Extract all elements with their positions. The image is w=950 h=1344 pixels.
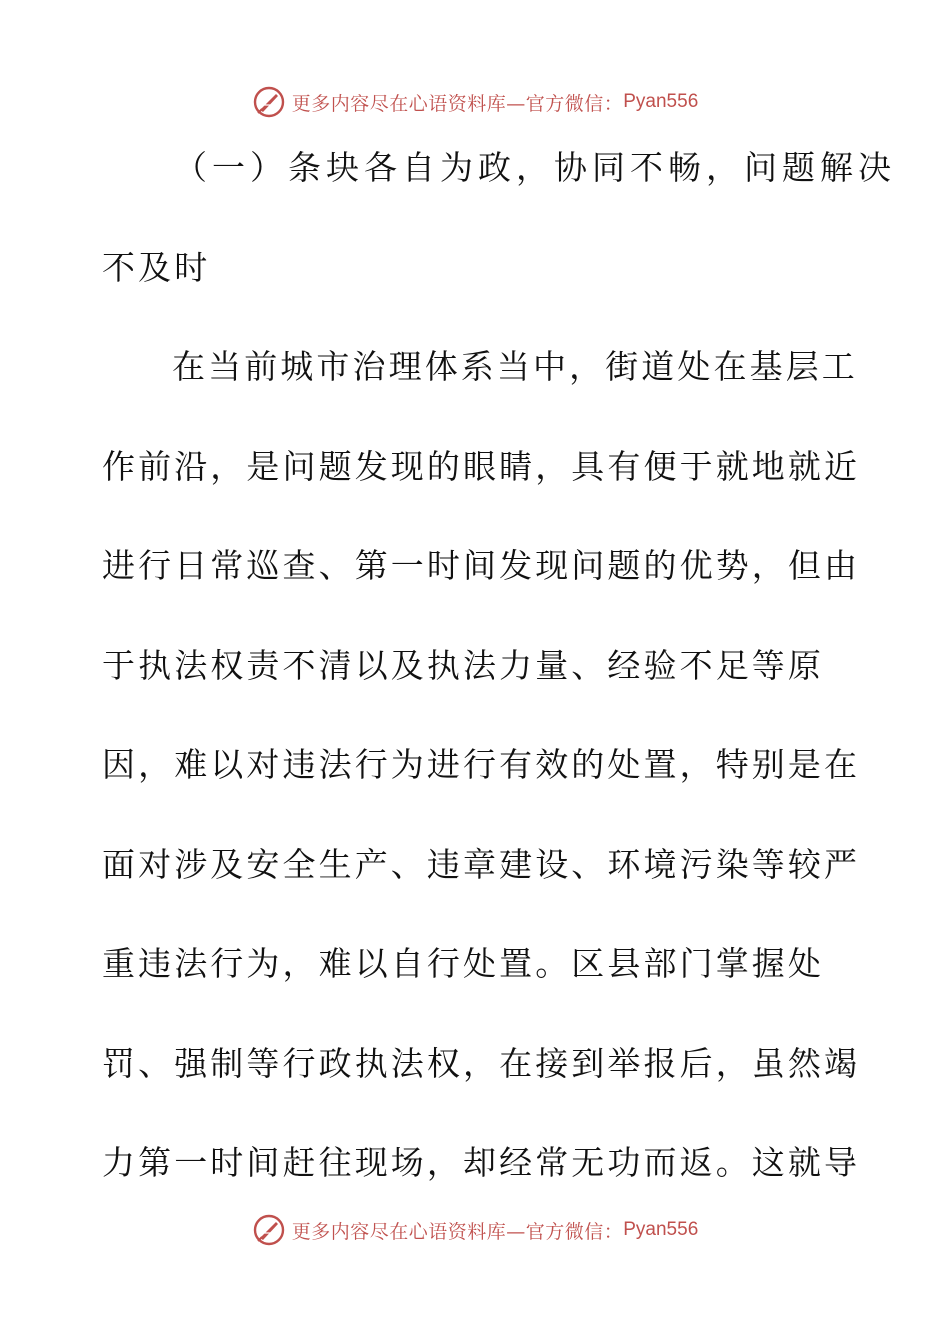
section-heading-line-1: （一）条块各自为政，协同不畅，问题解决 xyxy=(174,148,896,187)
watermark-text: 更多内容尽在心语资料库—官方微信： xyxy=(291,92,624,115)
paragraph-line: 面对涉及安全生产、违章建设、环境污染等较严 xyxy=(102,844,861,884)
quill-logo-icon xyxy=(252,1213,286,1247)
quill-logo-icon xyxy=(252,85,286,119)
watermark-wechat-id: Pyan556 xyxy=(623,1219,699,1240)
header-watermark xyxy=(0,82,950,122)
paragraph-line: 进行日常巡查、第一时间发现问题的优势，但由 xyxy=(102,546,861,585)
footer-watermark xyxy=(0,1210,950,1250)
watermark-text: 更多内容尽在心语资料库—官方微信： xyxy=(291,1220,624,1243)
paragraph-line: 作前沿，是问题发现的眼睛，具有便于就地就近 xyxy=(102,446,861,486)
paragraph-line: 因，难以对违法行为进行有效的处置，特别是在 xyxy=(102,745,861,784)
watermark-wechat-id: Pyan556 xyxy=(623,91,699,112)
paragraph-line: 于执法权责不清以及执法力量、经验不足等原 xyxy=(102,645,824,685)
paragraph-line: 在当前城市治理体系当中，街道处在基层工 xyxy=(172,347,858,386)
paragraph-line: 重违法行为，难以自行处置。区县部门掌握处 xyxy=(102,944,824,983)
section-heading-line-2: 不及时 xyxy=(102,247,211,287)
paragraph-line: 罚、强制等行政执法权，在接到举报后，虽然竭 xyxy=(102,1043,861,1083)
document-body xyxy=(102,118,896,1213)
paragraph-line: 力第一时间赶往现场，却经常无功而返。这就导 xyxy=(102,1143,861,1182)
